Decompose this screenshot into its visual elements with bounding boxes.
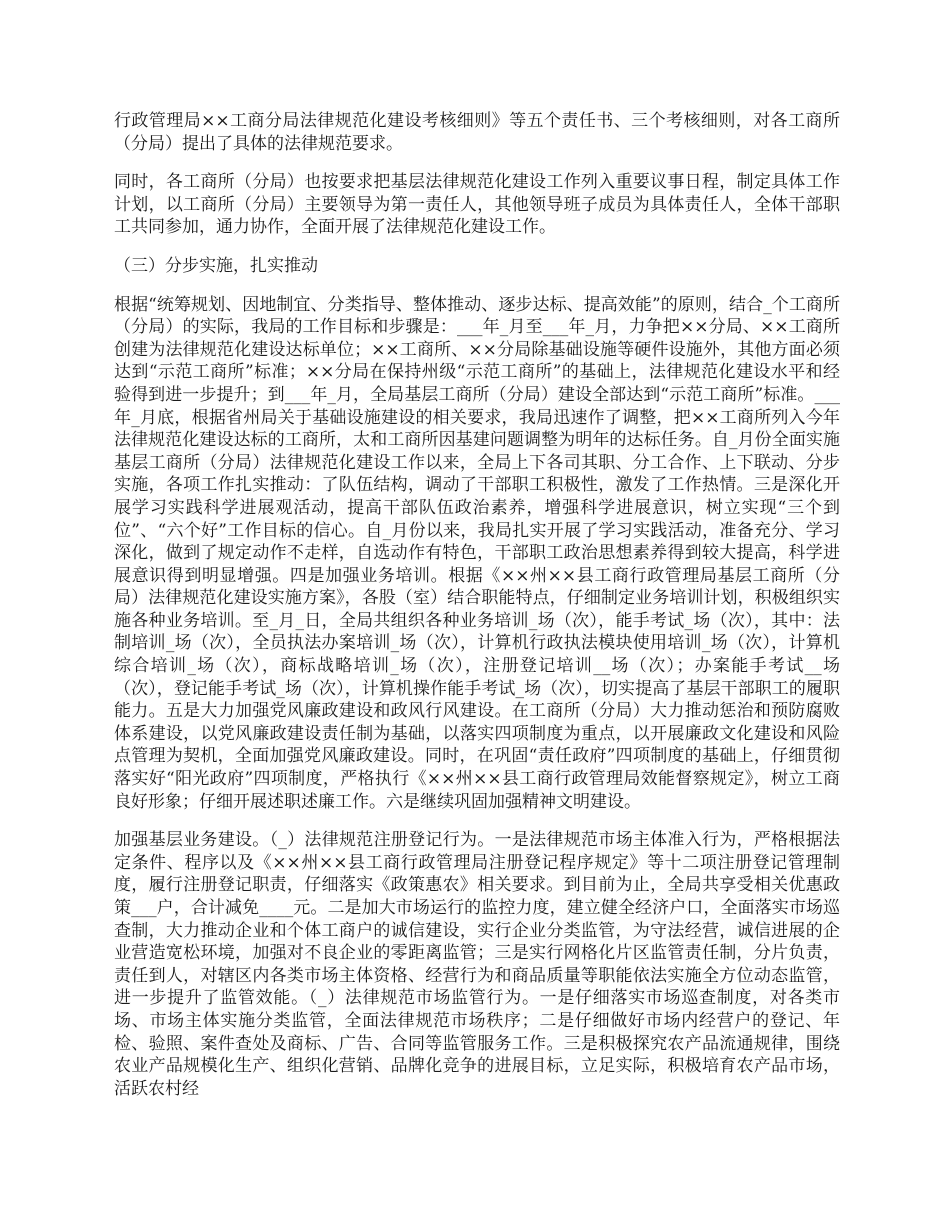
paragraph-work-plan: 同时，各工商所（分局）也按要求把基层法律规范化建设工作列入重要议事日程，制定具体工作计划，以工商所（分局）主要领导为第一责任人，其他领导班子成员为具体责任人，全体干部职工共同参加，通力协作，全面开展了法律规范化建设工作。 — [114, 172, 840, 238]
document-body — [114, 110, 840, 1100]
section-heading-step-implementation: （三）分步实施，扎实推动 — [114, 255, 318, 276]
paragraph-goals-and-steps: 根据“统筹规划、因地制宜、分类指导、整体推动、逐步达标、提高效能”的原则，结合_个工商所（分局）的实际，我局的工作目标和步骤是：___年_月至___年_月，力争把××分局、××工商所创建为法律规范化建设达标单位；××工商所、××分局除基础设施等硬件设施外，其他方面必须达到“示范工商所”标准；××分局在保持州级“示范工商所”的基础上，法律规范化建设水平和经验得到进一步提升；到___年_月，全局基层工商所（分局）建设全部达到“示范工商所”标准。___年_月底，根据省州局关于基础设施建设的相关要求，我局迅速作了调整，把××工商所列入今年法律规范化建设达标的工商所，太和工商所因基建问题调整为明年的达标任务。自_月份全面实施基层工商所（分局）法律规范化建设工作以来，全局上下各司其职、分工合作、上下联动、分步实施，各项工作扎实推动：了队伍结构，调动了干部职工积极性，激发了工作热情。三是深化开展学习实践科学进展观活动，提高干部队伍政治素养，增强科学进展意识，树立实现“三个到位”、“六个好”工作目标的信心。自_月份以来，我局扎实开展了学习实践活动，准备充分、学习深化，做到了规定动作不走样，自选动作有特色，干部职工政治思想素养得到较大提高，科学进展意识得到明显增强。四是加强业务培训。根据《××州××县工商行政管理局基层工商所（分局）法律规范化建设实施方案》，各股（室）结合职能特点，仔细制定业务培训计划，积极组织实施各种业务培训。至_月_日，全局共组织各种业务培训_场（次），能手考试_场（次），其中：法制培训_场（次），全员执法办案培训_场（次），计算机行政执法模块使用培训_场（次），计算机综合培训_场（次），商标战略培训_场（次），注册登记培训__场（次）；办案能手考试__场（次），登记能手考试_场（次），计算机操作能手考试_场（次），切实提高了基层干部职工的履职能力。五是大力加强党风廉政建设和政风行风建设。在工商所（分局）大力推动惩治和预防腐败体系建设，以党风廉政建设责任制为基础，以落实四项制度为重点，以开展廉政文化建设和风险点管理为契机，全面加强党风廉政建设。同时，在巩固“责任政府”四项制度的基础上，仔细贯彻落实好“阳光政府”四项制度，严格执行《××州××县工商行政管理局效能督察规定》，树立工商良好形象；仔细开展述职述廉工作。六是继续巩固加强精神文明建设。 — [114, 294, 840, 812]
paragraph-responsibility-documents: 行政管理局××工商分局法律规范化建设考核细则》等五个责任书、三个考核细则，对各工商所（分局）提出了具体的法律规范要求。 — [114, 111, 840, 154]
paragraph-business-construction: 加强基层业务建设。（_）法律规范注册登记行为。一是法律规范市场主体准入行为，严格根据法定条件、程序以及《××州××县工商行政管理局注册登记程序规定》等十二项注册登记管理制度，履行注册登记职责，仔细落实《政策惠农》相关要求。到目前为止，全局共享受相关优惠政策___户，合计减免____元。二是加大市场运行的监控力度，建立健全经济户口，全面落实市场巡查制，大力推动企业和个体工商户的诚信建设，实行企业分类监管，为守法经营，诚信进展的企业营造宽松环境，加强对不良企业的零距离监管；三是实行网格化片区监管责任制，分片负责，责任到人，对辖区内各类市场主体资格、经营行为和商品质量等职能依法实施全方位动态监管，进一步提升了监管效能。（_）法律规范市场监管行为。一是仔细落实市场巡查制度，对各类市场、市场主体实施分类监管，全面法律规范市场秩序；二是仔细做好市场内经营户的登记、年检、验照、案件查处及商标、广告、合同等监管服务工作。三是积极探究农产品流通规律，围绕农业产品规模化生产、组织化营销、品牌化竞争的进展目标，立足实际，积极培育农产品市场，活跃农村经 — [114, 830, 840, 1099]
